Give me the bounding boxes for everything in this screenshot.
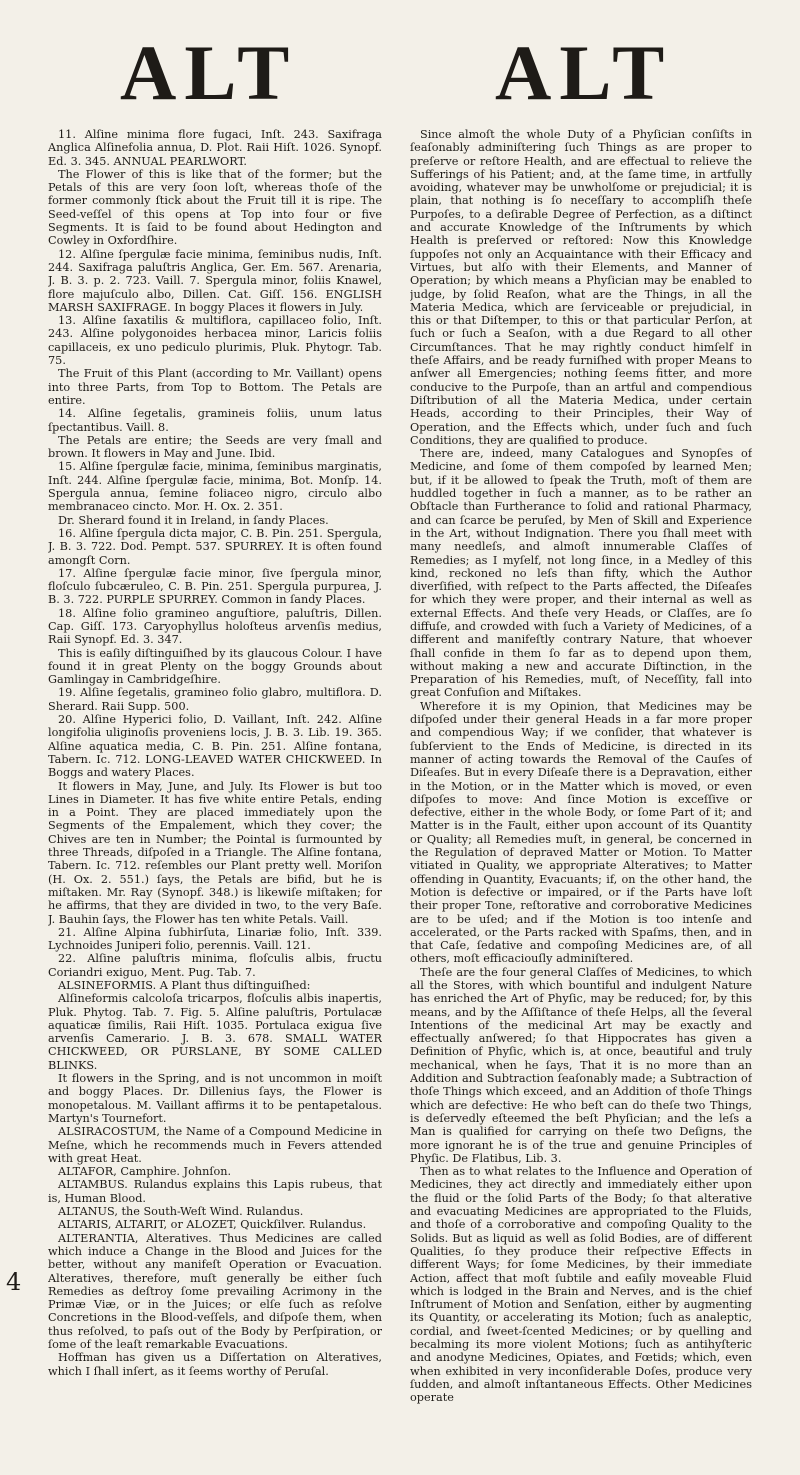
paragraph: The Fruit of this Plant (according to Mr. Vaillant) opens into three Parts, from Top to Bottom. The Petals are entire. [48, 367, 382, 407]
paragraph: Theſe are the four general Claſſes of Medicines, to which all the Stores, with which bountiful and indulgent Nature has enriched the Art of Phyſic, may be reduced; for, by this means, and by the Aſſiſtance of theſe Helps, all the ſeveral Intentions of the medicinal Art may be exactly and effectually anſwered; ſo that Hippocrates has given a Definition of Phyſic, which is, at once, beautiful and truly mechanical, when he ſays, That it is no more than an Addition and Subtraction ſeaſonably made; a Subtraction of thoſe Things which exceed, and an Addition of thoſe Things which are defective: He who beſt can do theſe two Things, is deſervedly eſteemed the beſt Phyſician; and the leſs a Man is qualified for carrying on theſe two Deſigns, the more ignorant he is of the true and genuine Principles of Phyſic. De Flatibus, Lib. 3. [410, 965, 752, 1165]
paragraph: 21. Alſine Alpina ſubhirſuta, Linariæ folio, Inſt. 339. Lychnoides Juniperi folio, perennis. Vaill. 121. [48, 925, 382, 953]
paragraph: The Flower of this is like that of the former; but the Petals of this are very ſoon loſt, whereas thoſe of the former commonly ſtick about the Fruit till it is ripe. The Seed-veſſel of this opens at Top into four or five Segments. It is ſaid to be found about Hedington and Cowley in Oxfordſhire. [48, 167, 382, 248]
paragraph: 11. Alſine minima flore fugaci, Inſt. 243. Saxifraga Anglica Alſinefolia annua, D. Plot. Raii Hiſt. 1026. Synopf. Ed. 3. 345. ANNUAL PEARLWORT. [48, 128, 382, 168]
paragraph: 19. Alſine ſegetalis, gramineo folio glabro, multiflora. D. Sherard. Raii Supp. 500. [48, 686, 382, 713]
paragraph: Wherefore it is my Opinion, that Medicines may be diſpoſed under their general Heads in a far more proper and compendious Way; if we conſider, that whatever is ſubſervient to the Ends of Medicine, is directed in its manner of acting towards the Removal of the Cauſes of Diſeaſes. But in every Diſeaſe there is a Depravation, either in the Motion, or in the Matter which is moved, or even diſpoſes to move: And ſince Motion is exceſſive or defective, either in the whole Body, or ſome Part of it; and Matter is in the Fault, either upon account of its Quantity or Quality; all Remedies muſt, in general, be concerned in the Regulation of depraved Matter or Motion. To Matter vitiated in Quality, we appropriate Alteratives; to Matter offending in Quantity, Evacuants; if, on the other hand, the Motion is defective or impaired, or if the Parts have loſt their proper Tone, reſtorative and corroborative Medicines are to be uſed; and if the Motion is too intenſe and accelerated, or the Parts racked with Spaſms, then, and in that Caſe, ſedative and compoſing Medicines are, of all others, moſt efficaciouſly adminiſtered. [410, 699, 752, 966]
header-right-word: ALT [495, 29, 673, 116]
paragraph: ALTAMBUS. Rulandus explains this Lapis rubeus, that is, Human Blood. [48, 1178, 382, 1205]
paragraph: ALTARIS, ALTARIT, or ALOZET, Quickſilver. Rulandus. [58, 1218, 367, 1232]
paragraph: ALTERANTIA, Alteratives. Thus Medicines are called which induce a Change in the Blood and Juices for the better, without any manifeſt Operation or Evacuation. Alteratives, therefore, muſt generally be either ſuch Remedies as deſtroy ſome prevailing Acrimony in the Primæ Viæ, or in the Juices; or elſe ſuch as reſolve Concretions in the Blood-veſſels, and diſpoſe them, when thus reſolved, to paſs out of the Body by Perſpiration, or ſome of the leaſt remarkable Evacuations. [48, 1231, 382, 1352]
running-header [40, 16, 760, 126]
paragraph: 13. Alſine ſaxatilis & multiflora, capillaceo folio, Inſt. 243. Alſine polygonoides herbacea minor, Laricis foliis capillaceis, ex uno pediculo plurimis, Pluk. Phytogr. Tab. 75. [48, 314, 382, 368]
paragraph: Then as to what relates to the Influence and Operation of Medicines, they act directly and immediately either upon the fluid or the ſolid Parts of the Body; ſo that alterative and evacuating Medicines are appropriated to the Fluids, and thoſe of a corroborative and compoſing Quality to the Solids. But as liquid as well as ſolid Bodies, are of different Qualities, ſo they produce their reſpective Effects in different Ways; for ſome Medicines, by their immediate Action, affect that moſt ſubtile and eaſily moveable Fluid which is lodged in the Brain and Nerves, and is the chief Inſtrument of Motion and Senſation, either by augmenting its Quantity, or accelerating its Motion; ſuch as analeptic, cordial, and ſweet-ſcented Medicines; or by quelling and becalming its more violent Motions; ſuch as antihyſteric and anodyne Medicines, Opiates, and Fœtids; which, even when exhibited in very inconſiderable Doſes, produce very ſudden, and almoſt inſtantaneous Effects. Other Medicines operate [410, 1165, 752, 1405]
right-column [410, 128, 752, 1455]
paragraph: ALSIRACOSTUM, the Name of a Compound Medicine in Meſne, which he recommends much in Fevers attended with great Heat. [48, 1125, 382, 1165]
paragraph: 15. Alſine ſpergulæ facie, minima, ſeminibus marginatis, Inſt. 244. Alſine ſpergulæ facie, minima, Bot. Monſp. 14. Spergula annua, ſemine foliaceo nigro, circulo albo membranaceo cincto. Mor. H. Ox. 2. 351. [48, 460, 382, 514]
paragraph: It flowers in the Spring, and is not uncommon in moiſt and boggy Places. Dr. Dillenius ſays, the Flower is monopetalous. M. Vaillant affirms it to be pentapetalous. Martyn's Tournefort. [48, 1072, 382, 1125]
paragraph: Since almoſt the whole Duty of a Phyſician conſiſts in ſeaſonably adminiſtering ſuch Things as are proper to preſerve or reſtore Health, and are effectual to relieve the Sufferings of his Patient; and, at the ſame time, in artfully avoiding, whatever may be unwholſome or prejudicial; it is plain, that nothing is ſo neceſſary to accompliſh theſe Purpoſes, to a deſirable Degree of Perfection, as a diſtinct and accurate Knowledge of the Inſtruments by which Health is preſerved or reſtored: Now this Knowledge ſuppoſes not only an Acquaintance with their Efficacy and Virtues, but alſo with their Elements, and Manner of Operation; by which means a Phyſician may be enabled to judge, by ſolid Reaſon, what are the Things, in all the Materia Medica, which are ſerviceable or prejudicial, in this or that Diſtemper, to this or that particular Perſon, at ſuch or ſuch a Seaſon, with a due Regard to all other Circumſtances. That he may rightly conduct himſelf in theſe Affairs, and be ready furniſhed with proper Means to anſwer all Emergencies; nothing ſeems fitter, and more conducive to the Purpoſe, than an artful and compendious Diſtribution of all the Materia Medica, under certain Heads, according to their Principles, their Way of Operation, and the Effects which, under ſuch and ſuch Conditions, they are qualified to produce. [410, 128, 752, 447]
paragraph: 17. Alſine ſpergulæ facie minor, ſive ſpergula minor, floſculo ſubcæruleo, C. B. Pin. 251. Spergula purpurea, J. B. 3. 722. PURPLE SPURREY. Common in ſandy Places. [48, 566, 382, 607]
left-column [48, 128, 382, 1455]
paragraph: Dr. Sherard found it in Ireland, in ſandy Places. [58, 513, 329, 527]
paragraph: 22. Alſine paluſtris minima, floſculis albis, fructu Coriandri exiguo, Ment. Pug. Tab. 7. [48, 952, 382, 979]
header-left-word: ALT [120, 29, 298, 116]
paragraph: Hoffman has given us a Diſſertation on Alteratives, which I ſhall inſert, as it ſeems worthy of Peruſal. [48, 1351, 382, 1378]
paragraph: 20. Alſine Hyperici folio, D. Vaillant, Inſt. 242. Alſine longifolia uliginoſis proveniens locis, J. B. 3. Lib. 19. 365. Alſine aquatica media, C. B. Pin. 251. Alſine fontana, Tabern. Ic. 712. LONG-LEAVED WATER CHICKWEED. In Boggs and watery Places. [48, 713, 382, 780]
paragraph: It flowers in May, June, and July. Its Flower is but too Lines in Diameter. It has five white entire Petals, ending in a Point. They are placed immediately upon the Segments of the Empalement, which they cover; the Chives are ten in Number; the Pointal is ſurmounted by three Threads, diſpoſed in a Triangle. The Alſine fontana, Tabern. Ic. 712. reſembles our Plant pretty well. Moriſon (H. Ox. 2. 551.) ſays, the Petals are bifid, but he is miſtaken. Mr. Ray (Synopf. 348.) is likewiſe miſtaken; for he affirms, that they are divided in two, to the very Baſe. J. Bauhin ſays, the Flower has ten white Petals. Vaill. [48, 779, 382, 926]
paragraph: The Petals are entire; the Seeds are very ſmall and brown. It flowers in May and June. Ibid. [48, 433, 382, 461]
paragraph: ALTAFOR, Camphire. Johnſon. [58, 1165, 232, 1179]
paragraph: ALTANUS, the South-Weſt Wind. Rulandus. [58, 1205, 304, 1219]
paragraph: 18. Alſine folio gramineo anguſtiore, paluſtris, Dillen. Cap. Giſſ. 173. Caryophyllus holoſteus arvenſis medius, Raii Synopf. Ed. 3. 347. [48, 606, 382, 647]
paragraph: Alſineformis calcoloſa tricarpos, floſculis albis inapertis, Pluk. Phytog. Tab. 7. Fig. 5. Alſine paluſtris, Portulacæ aquaticæ ſimilis, Raii Hiſt. 1035. Portulaca exigua ſive arvenſis Camerario. J. B. 3. 678. SMALL WATER CHICKWEED, OR PURSLANE, BY SOME CALLED BLINKS. [48, 992, 382, 1072]
paragraph: 14. Alſine ſegetalis, gramineis foliis, unum latus ſpectantibus. Vaill. 8. [48, 407, 382, 434]
paragraph: There are, indeed, many Catalogues and Synopſes of Medicine, and ſome of them compoſed by learned Men; but, if it be allowed to ſpeak the Truth, moſt of them are huddled together in ſuch a manner, as to be rather an Obſtacle than Furtherance to ſolid and rational Pharmacy, and can ſcarce be peruſed, by Men of Skill and Experience in the Art, without Indignation. There you ſhall meet with many needleſs, and almoſt innumerable Claſſes of Remedies; as I myſelf, not long ſince, in a Medley of this kind, reckoned no leſs than fifty, which the Author diverſified, with reſpect to the Parts affected, the Diſeaſes for which they were proper, and their internal as well as external Effects. And theſe very Heads, or Claſſes, are ſo diffuſe, and crowded with ſuch a Variety of Medicines, of a different and manifeſtly contrary Nature, that whoever ſhall confide in them ſo far as to depend upon them, without making a new and accurate Diſtinction, in the Preparation of his Remedies, muſt, of Neceſſity, fall into great Confuſion and Miſtakes. [410, 447, 752, 700]
paragraph: This is eaſily diſtinguiſhed by its glaucous Colour. I have found it in great Plenty on the boggy Grounds about Gamlingay in Cambridgeſhire. [48, 646, 382, 687]
paragraph: 12. Alſine ſpergulæ facie minima, ſeminibus nudis, Inſt. 244. Saxifraga paluſtris Anglica, Ger. Em. 567. Arenaria, J. B. 3. p. 2. 723. Vaill. 7. Spergula minor, foliis Knawel, flore majuſculo albo, Dillen. Cat. Giſſ. 156. ENGLISH MARSH SAXIFRAGE. In boggy Places it flowers in July. [48, 247, 382, 314]
paragraph: 16. Alſine ſpergula dicta major, C. B. Pin. 251. Spergula, J. B. 3. 722. Dod. Pempt. 537. SPURREY. It is often found amongſt Corn. [48, 526, 382, 567]
paragraph: ALSINEFORMIS. A Plant thus diſtinguiſhed: [58, 979, 311, 992]
page-marker: 4 [6, 1268, 22, 1296]
